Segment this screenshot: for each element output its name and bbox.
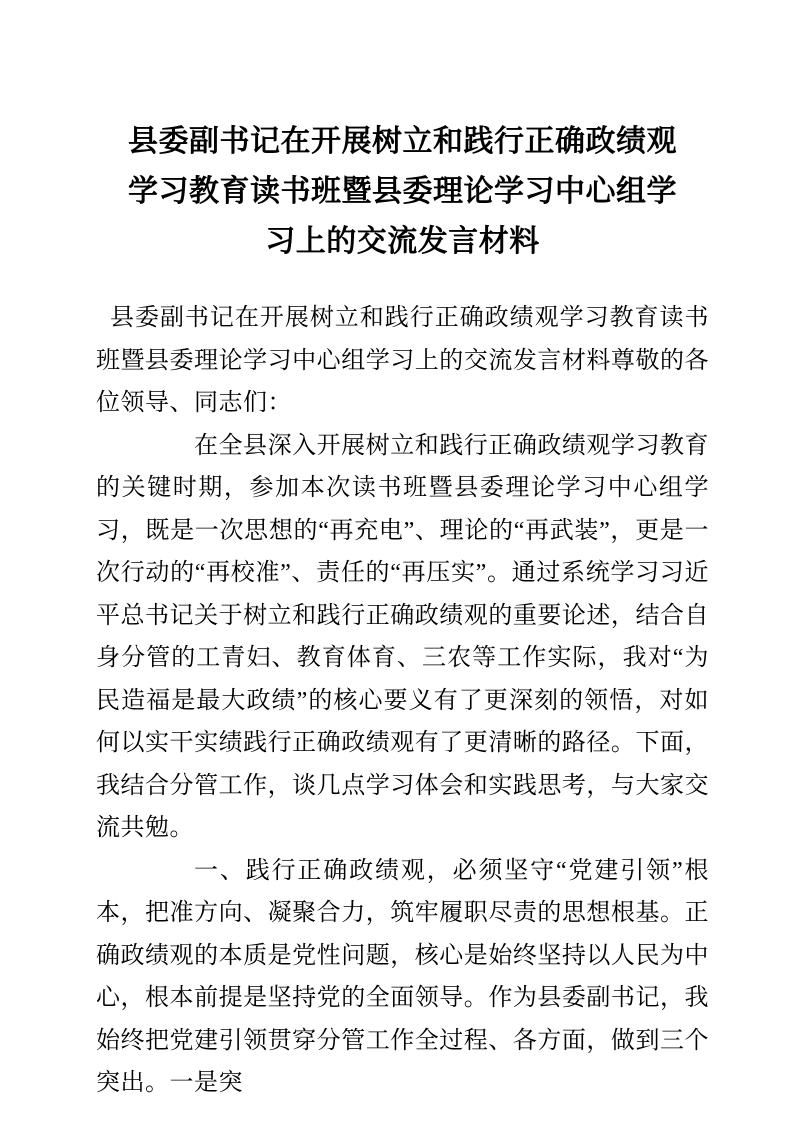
paragraph-section-one: 一、践行正确政绩观，必须坚守“党建引领”根本，把准方向、凝聚合力，筑牢履职尽责的思想根基。正确政绩观的本质是党性问题，核心是始终坚持以人民为中心，根本前提是坚持党的全面领导。作为县委副书记，我始终把党建引领贯穿分管工作全过程、各方面，做到三个突出。一是突 [96,857,709,1096]
paragraph-introduction: 在全县深入开展树立和践行正确政绩观学习教育的关键时期，参加本次读书班暨县委理论学习中心组学习，既是一次思想的“再充电”、理论的“再武装”，更是一次行动的“再校准”、责任的“再压实”。通过系统学习习近平总书记关于树立和践行正确政绩观的重要论述，结合自身分管的工青妇、教育体育、三农等工作实际，我对“为民造福是最大政绩”的核心要义有了更深刻的领悟，对如何以实干实绩践行正确政绩观有了更清晰的路径。下面，我结合分管工作，谈几点学习体会和实践思考，与大家交流共勉。 [96,432,709,841]
paragraph-salutation: 县委副书记在开展树立和践行正确政绩观学习教育读书班暨县委理论学习中心组学习上的交流发言材料尊敬的各位领导、同志们： [96,305,709,416]
document-title: 县委副书记在开展树立和践行正确政绩观学习教育读书班暨县委理论学习中心组学习上的交流发言材料 [128,125,677,258]
